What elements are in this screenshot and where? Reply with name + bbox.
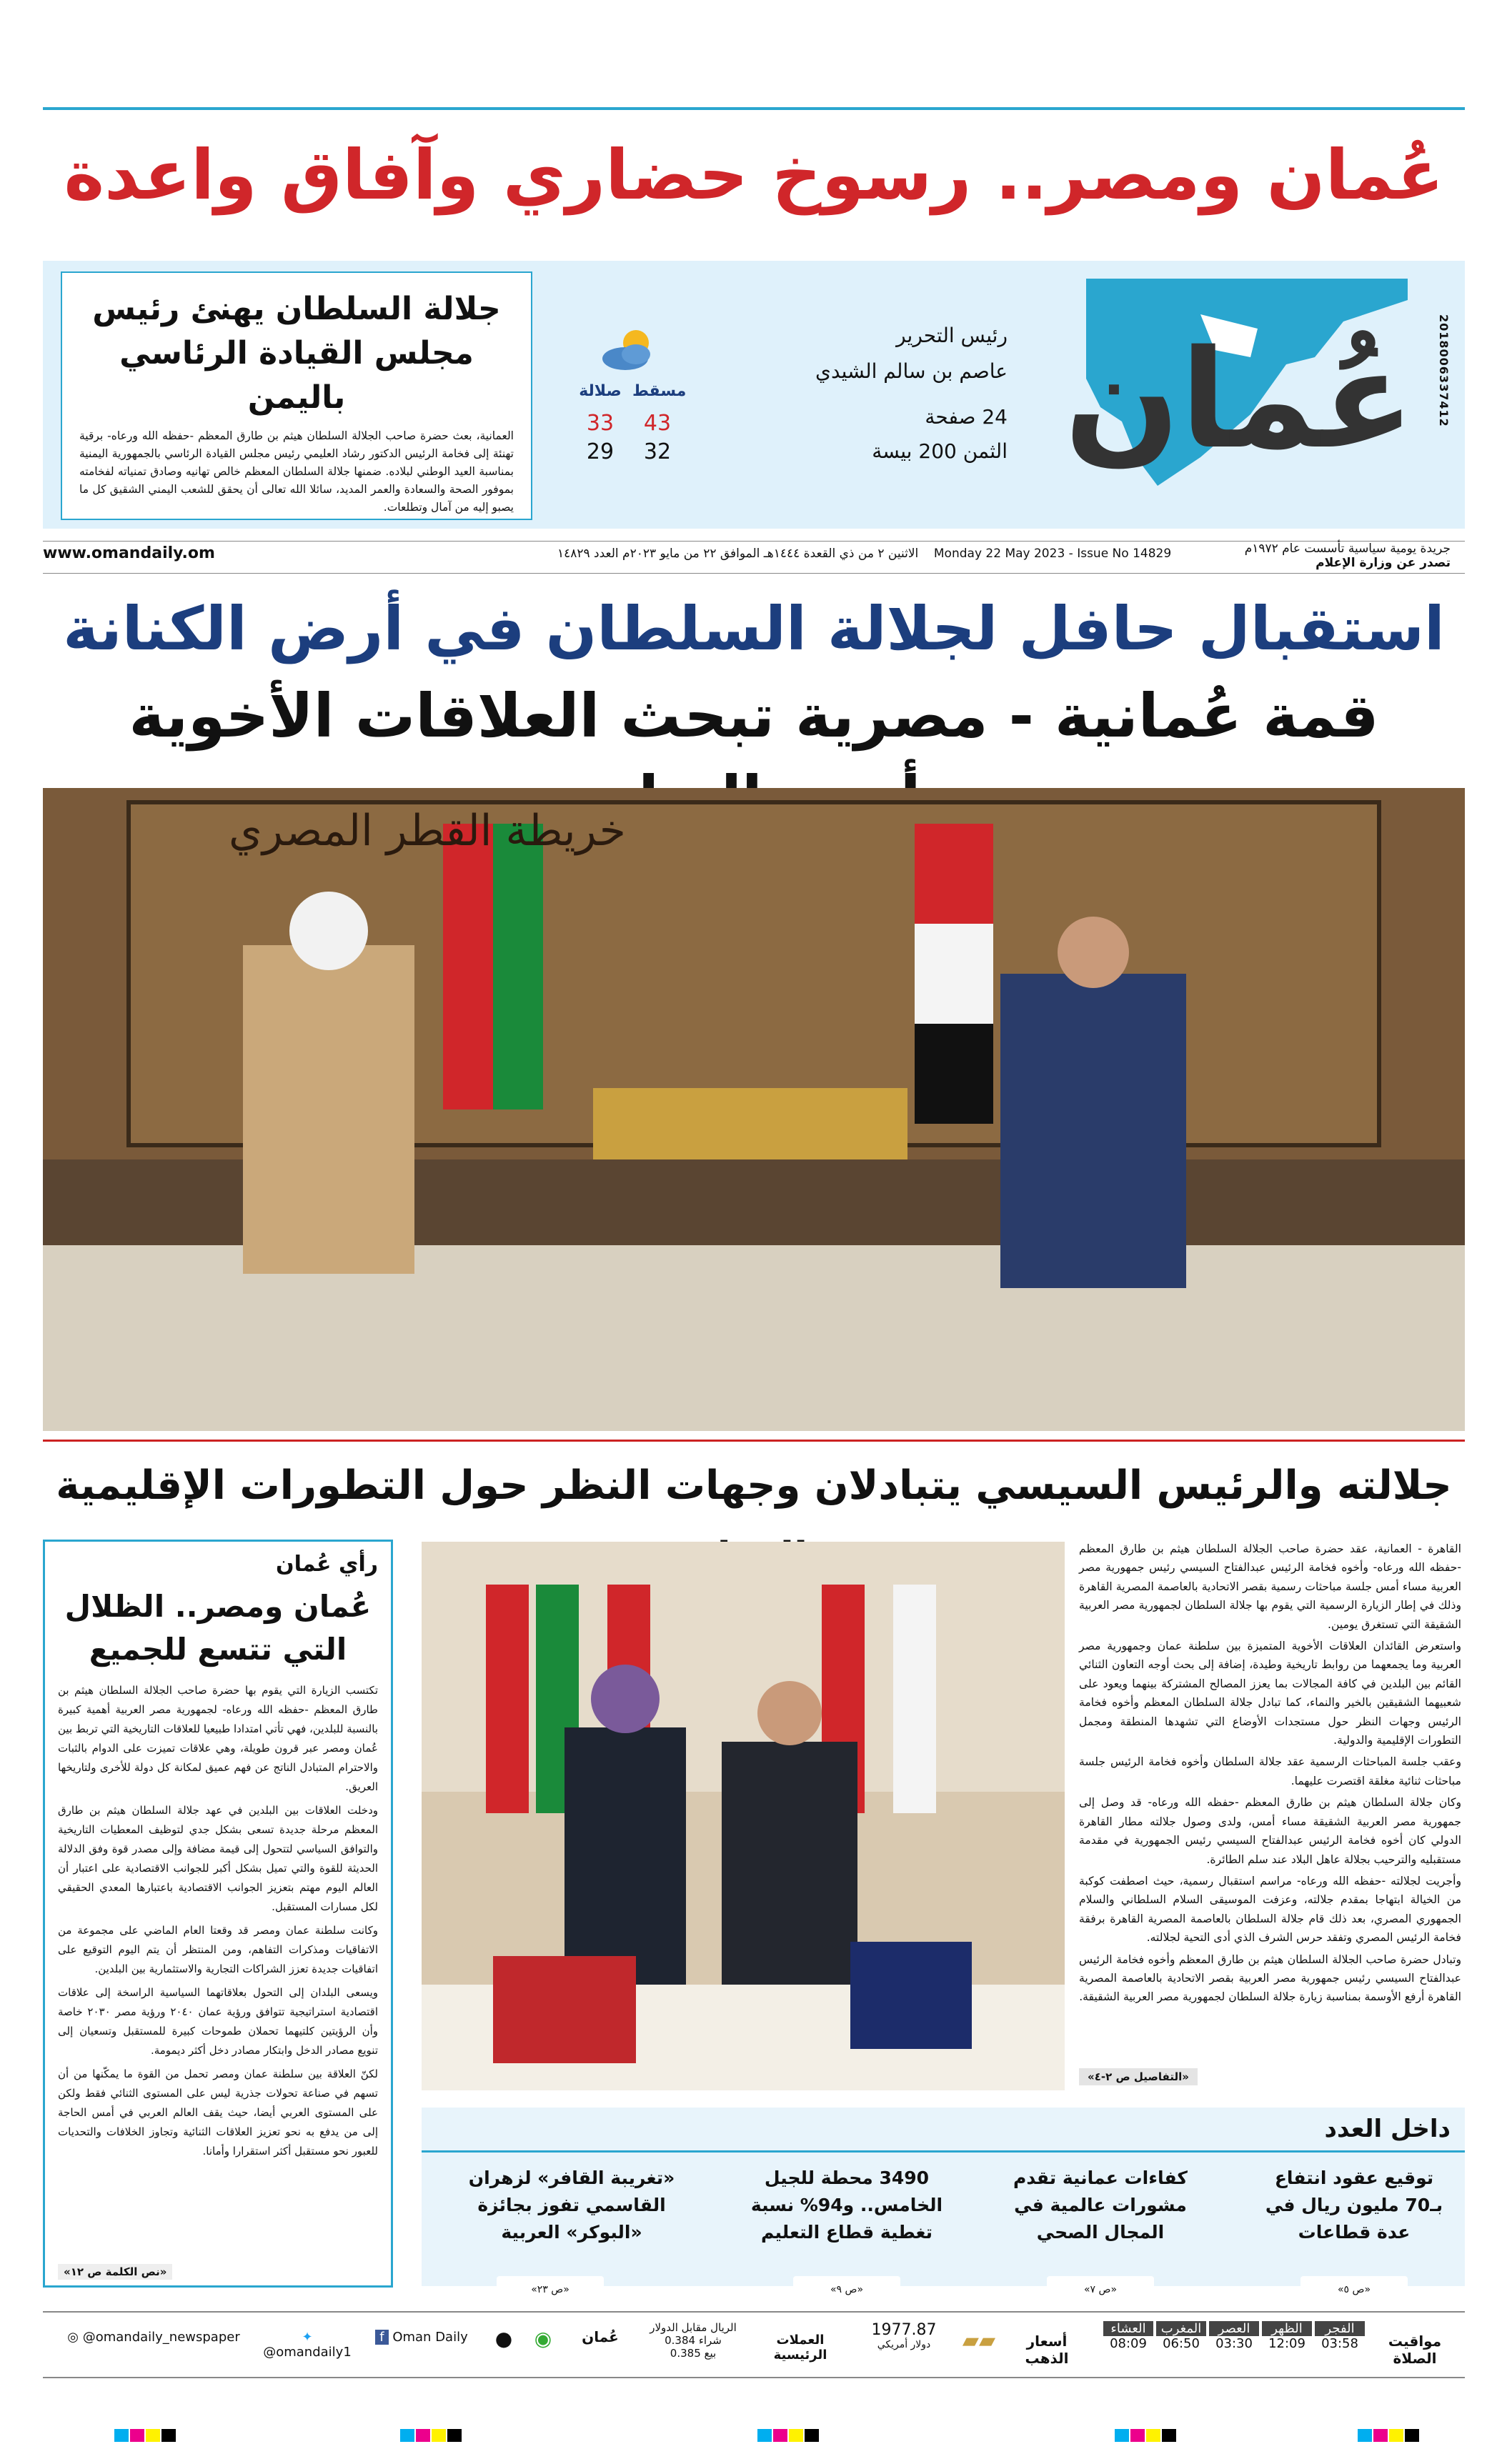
app-label[interactable]: عُمان (582, 2328, 619, 2345)
currency-box (643, 2321, 743, 2364)
teaser[interactable] (454, 2165, 690, 2295)
muscat-high: 43 (643, 411, 672, 436)
currency-buy: شراء 0.384 (665, 2334, 722, 2347)
prayer-clock: 06:50 (1163, 2336, 1200, 2351)
dateline-english: Monday 22 May 2023 - Issue No 14829 (933, 547, 1172, 561)
banner-headline: عُمان ومصر.. رسوخ حضاري وآفاق واعدة (64, 135, 1444, 215)
story-paragraph: وأجريت لجلالته -حفظه الله ورعاه- مراسم استقبال رسمية، حيث اصطفت كوكبة من الخيالة ابتهاجا بمقدم جلالته، وعزفت الموسيقى السلام السلطاني والسلام الجمهوري المصري، بعد ذلك قام جلالة السلطان بالعاصمة المصرية القاهرة برفقة فخامة الرئيس المصري وتفقد حرس الشرف الذي أدى التحية لجلالته. (1079, 1874, 1461, 1945)
inside-issue (422, 2108, 1465, 2295)
weather-box (564, 321, 686, 486)
weather-city-salalah: صلالة (579, 382, 622, 400)
story-paragraph: القاهرة - العمانية، عقد حضرة صاحب الجلالة السلطان هيثم بن طارق المعظم -حفظه الله ورعاه- وأخوه فخامة الرئيس عبدالفتاح السيسي رئيس جمهورية مصر العربية مساء أمس جلسة مباحثات رسمية بقصر الاتحادية بالعاصمة المصرية القاهرة وذلك في إطار الزيارة الرسمية التي يقوم بها جلالة السلطان لجمهورية مصر العربية الشقيقة التي تستغرق يومين. (1079, 1542, 1461, 1631)
muscat-low: 32 (643, 439, 672, 464)
partly-cloudy-icon (597, 321, 661, 379)
weather-city-muscat: مسقط (632, 382, 687, 400)
teaser-text: توقيع عقود انتفاع بـ70 مليون ريال في عدة قطاعات (1265, 2168, 1443, 2243)
issue-info (800, 400, 1008, 469)
teaser-page: «ص ٢٣» (497, 2276, 604, 2303)
editor-title: رئيس التحرير (896, 324, 1008, 347)
meeting-photo-illustration (43, 788, 1465, 1431)
currency-label: الريال مقابل الدولار (650, 2321, 737, 2334)
opinion-paragraph: ويسعى البلدان إلى التحول بعلاقاتهما السياسية الراسخة إلى علاقات اقتصادية استراتيجية تتوافق ورؤية عمان ٢٠٤٠ ورؤية مصر ٢٠٣٠ خاصة وأن الرؤيتين كلتيهما تحملان طموحات كبيرة للمستقبل وتسعيان إلى تنويع مصادر الدخل وابتكار مصادر دخل أكثر ديمومة. (58, 1986, 379, 2057)
opinion-paragraph: تكتسب الزيارة التي يقوم بها حضرة صاحب الجلالة السلطان هيثم بن طارق المعظم -حفظه الله ورعاه- لجمهورية مصر العربية أهمية كبيرة بالنسبة للبلدين، فهي تأتي امتدادا طبيعيا للعلاقات التاريخية التي تربط بين عُمان ومصر عبر قرون طويلة، وهي علاقات تميزت على الدوام بالثبات والاحترام المتبادل الناتج عن فهم عميق لمكانة كل دولة للأخرى ولتاريخها العريق. (58, 1684, 378, 1793)
footer-bar (43, 2311, 1465, 2378)
instagram-link[interactable] (57, 2330, 250, 2373)
twitter-link[interactable] (257, 2330, 357, 2373)
opinion-kicker: رأي عُمان (276, 1552, 378, 1577)
prayer-name: الفجر (1315, 2321, 1365, 2336)
gold-price: 1977.87 (871, 2321, 937, 2339)
salalah-high: 33 (586, 411, 615, 436)
facebook-link[interactable] (364, 2330, 479, 2373)
side-story (61, 271, 532, 520)
gold-box (865, 2321, 943, 2364)
teaser[interactable] (1004, 2165, 1197, 2295)
website-link[interactable]: www.omandaily.om (43, 544, 215, 562)
lead-story (1079, 1540, 1461, 2010)
prayer-time (1156, 2321, 1206, 2364)
top-rule (43, 107, 1465, 110)
prayer-name: العصر (1209, 2321, 1259, 2336)
main-photo (43, 788, 1465, 1431)
opinion-column (43, 1540, 393, 2288)
gold-bars-icon: ▰▰ (962, 2328, 996, 2353)
currency-sell: بيع 0.385 (670, 2347, 717, 2360)
side-story-headline: جلالة السلطان يهنئ رئيس مجلس القيادة الرئاسي باليمن (92, 291, 501, 416)
teaser-page: «ص ٥» (1300, 2276, 1408, 2303)
teaser[interactable] (1258, 2165, 1451, 2295)
prayer-clock: 03:58 (1321, 2336, 1358, 2351)
editor-block (750, 318, 1008, 389)
dateline-arabic: الاثنين ٢ من ذي القعدة ١٤٤٤هـ الموافق ٢٢ من مايو ٢٠٢٣م العدد ١٤٨٢٩ (557, 547, 919, 561)
salalah-low: 29 (586, 439, 615, 464)
price: الثمن 200 بيسة (872, 439, 1008, 463)
handshake-photo (422, 1542, 1065, 2090)
prayer-clock: 08:09 (1110, 2336, 1147, 2351)
opinion-paragraph: وكانت سلطنة عمان ومصر قد وقعتا العام الماضي على مجموعة من الاتفاقيات ومذكرات التفاهم، ومن المنتظر أن يتم اليوم التوقيع على اتفاقيات جديدة تعزز الشراكات التجارية والاستثمارية بين البلدين. (58, 1924, 378, 1975)
sub-headline[interactable]: قمة عُمانية - مصرية تبحث العلاقات الأخوية (129, 681, 1379, 751)
prayer-time (1262, 2321, 1312, 2364)
instagram-handle: @omandaily_newspaper (82, 2330, 240, 2345)
story-paragraph: وكان جلالة السلطان هيثم بن طارق المعظم -حفظه الله ورعاه- قد وصل إلى جمهورية مصر العربية الشقيقة مساء أمس، ولدى وصول جلالته مطار القاهرة الدولي كان أخوه فخامة الرئيس عبدالفتاح السيسي رئيس الجمهورية في مقدمة مستقبليه والترحيب بجلالة عاهل البلاد عند سلم الطائرة. (1079, 1796, 1461, 1866)
opinion-headline[interactable]: عُمان ومصر.. الظلال التي تتسع للجميع (64, 1589, 372, 1667)
prayer-name: المغرب (1156, 2321, 1206, 2336)
prayer-name: الظهر (1262, 2321, 1312, 2336)
details-link[interactable]: «التفاصيل ص ٢-٤» (1079, 2068, 1198, 2085)
instagram-icon: ◎ (67, 2330, 79, 2345)
twitter-icon: ✦ (302, 2330, 313, 2345)
dateline-text (557, 547, 1171, 561)
currency-title: العملات الرئيسية (773, 2333, 827, 2363)
gold-unit: دولار أمريكي (877, 2339, 931, 2350)
android-icon[interactable]: ◉ (534, 2327, 552, 2350)
editor-name: عاصم بن سالم الشيدي (815, 359, 1008, 383)
story-paragraph: وتبادل حضرة صاحب الجلالة السلطان هيثم بن طارق المعظم وأخوه فخامة الرئيس عبدالفتاح السيسي رئيس جمهورية مصر العربية بقصر الاتحادية بالعاصمة المصرية القاهرة أرفع الأوسمة بمناسبة زيارة جلالة السلطان لجمهورية مصر العربية الشقيقة. (1079, 1952, 1461, 2004)
barcode: 2018006337412 (1437, 314, 1451, 427)
inside-issue-title: داخل العدد (1324, 2115, 1451, 2143)
teaser[interactable] (750, 2165, 943, 2295)
prayer-name: العشاء (1103, 2321, 1153, 2336)
opinion-continued-link[interactable]: «نص الكلمة ص ١٢» (58, 2264, 172, 2280)
opinion-paragraph: ودخلت العلاقات بين البلدين في عهد جلالة السلطان هيثم بن طارق المعظم مرحلة جديدة تسعى بشكل جدي لتوظيف المعطيات التاريخية والتوافق السياسي لتتحول إلى قيمة مضافة وإلى مصدر قوة وفق الدلالة الحديثة للقوة والتي تميل بشكل أكبر للجوانب الاقتصادية على اعتبار أن العالم اليوم مهتم بتعزيز الجوانب الاقتصادية باعتبارها المعدي الحقيقي لكل مسارات المستقبل. (58, 1804, 378, 1913)
prayer-clock: 03:30 (1215, 2336, 1253, 2351)
story-paragraph: وعقب جلسة المباحثات الرسمية عقد جلالة السلطان وأخوه فخامة الرئيس جلسة مباحثات ثنائية مغلقة اقتصرت عليهما. (1079, 1755, 1461, 1787)
teaser-text: 3490 محطة للجيل الخامس.. و94% نسبة تغطية قطاع التعليم (750, 2168, 943, 2243)
newspaper-logo[interactable] (1064, 271, 1415, 507)
page-count: 24 صفحة (925, 405, 1008, 429)
map-caption: خريطة القطر المصري (229, 806, 626, 856)
prayer-time (1209, 2321, 1259, 2364)
logo-text: عُمان (1064, 321, 1415, 479)
opinion-paragraph: لكنّ العلاقة بين سلطنة عمان ومصر تحمل من القوة ما يمكّنها من أن تسهم في صناعة تحولات جذرية ليس على المستوى الثنائي فقط ولكن على المستوى العربي أيضا، حيث يقف العالم العربي في أمس الحاجة إلى من يدفع به نحو تعزيز العلاقات الثنائية وتجاوز الخلافات والتحديات للعبور نحو مستقبل أكثر استقرارا وأمانا. (58, 2068, 378, 2158)
prayer-title: مواقيت الصلاة (1388, 2333, 1442, 2367)
second-headline[interactable]: جلالته والرئيس السيسي يتبادلان وجهات النظر حول التطورات الإقليمية (56, 1462, 1452, 1509)
side-story-body: العمانية، بعث حضرة صاحب الجلالة السلطان هيثم بن طارق المعظم -حفظه الله ورعاه- برقية تهنئة إلى فخامة الرئيس الدكتور رشاد العليمي رئيس مجلس القيادة الرئاسي بالجمهورية اليمنية بمناسبة العيد الوطني لبلاده. ضمنها جلالة السلطان المعظم خالص تهانيه وصادق تمنياته لفخامته بموفور الصحة والسعادة والعمر المديد، سائلا الله تعالى أن يحقق للشعب اليمني الشقيق كل ما يصبو إليه من آمال وتطلعات. (79, 429, 514, 514)
twitter-handle: @omandaily1 (263, 2345, 352, 2360)
inside-issue-rule (422, 2150, 1465, 2153)
teaser-page: «ص ٧» (1047, 2276, 1154, 2303)
facebook-handle: Oman Daily (392, 2330, 468, 2345)
facebook-icon: f (375, 2330, 388, 2345)
teaser-text: كفاءات عمانية تقدم مشورات عالمية في المجال الصحي (1013, 2168, 1188, 2243)
divider (43, 1440, 1465, 1442)
prayer-clock: 12:09 (1268, 2336, 1305, 2351)
teaser-page: «ص ٩» (793, 2276, 900, 2303)
gold-title: أسعار الذهب (1025, 2333, 1069, 2367)
main-headline[interactable]: استقبال حافل لجلالة السلطان في أرض الكنانة (63, 594, 1445, 664)
prayer-time (1103, 2321, 1153, 2364)
publisher-line2: تصدر عن وزارة الإعلام (1315, 556, 1451, 570)
publisher-line1: جريدة يومية سياسية تأسست عام ١٩٧٢م (1244, 542, 1451, 556)
story-paragraph: واستعرض القائدان العلاقات الأخوية المتميزة بين سلطنة عمان وجمهورية مصر العربية وما يجمعهما من روابط تاريخية وطيدة، إضافة إلى بحث أوجه التعاون الثنائي القائم بين البلدين في كافة المجالات بما يعزز المصالح المشتركة بينهما ويعود على شعبيهما الشقيقين بالخير والنماء، كما تبادل جلالة السلطان المعظم وأخوه فخامة الرئيس وجهات النظر حول مستجدات الأوضاع التي تشهدها المنطقة ومجمل التطورات الإقليمية والدولية. (1079, 1640, 1461, 1747)
publisher-info (1179, 542, 1451, 570)
teaser-text: «تغريبة القافر» لزهران القاسمي تفوز بجائزة «البوكر» العربية (468, 2168, 675, 2243)
handshake-photo-illustration (422, 1542, 1065, 2090)
prayer-time (1315, 2321, 1365, 2364)
apple-icon[interactable]: ● (494, 2327, 513, 2350)
